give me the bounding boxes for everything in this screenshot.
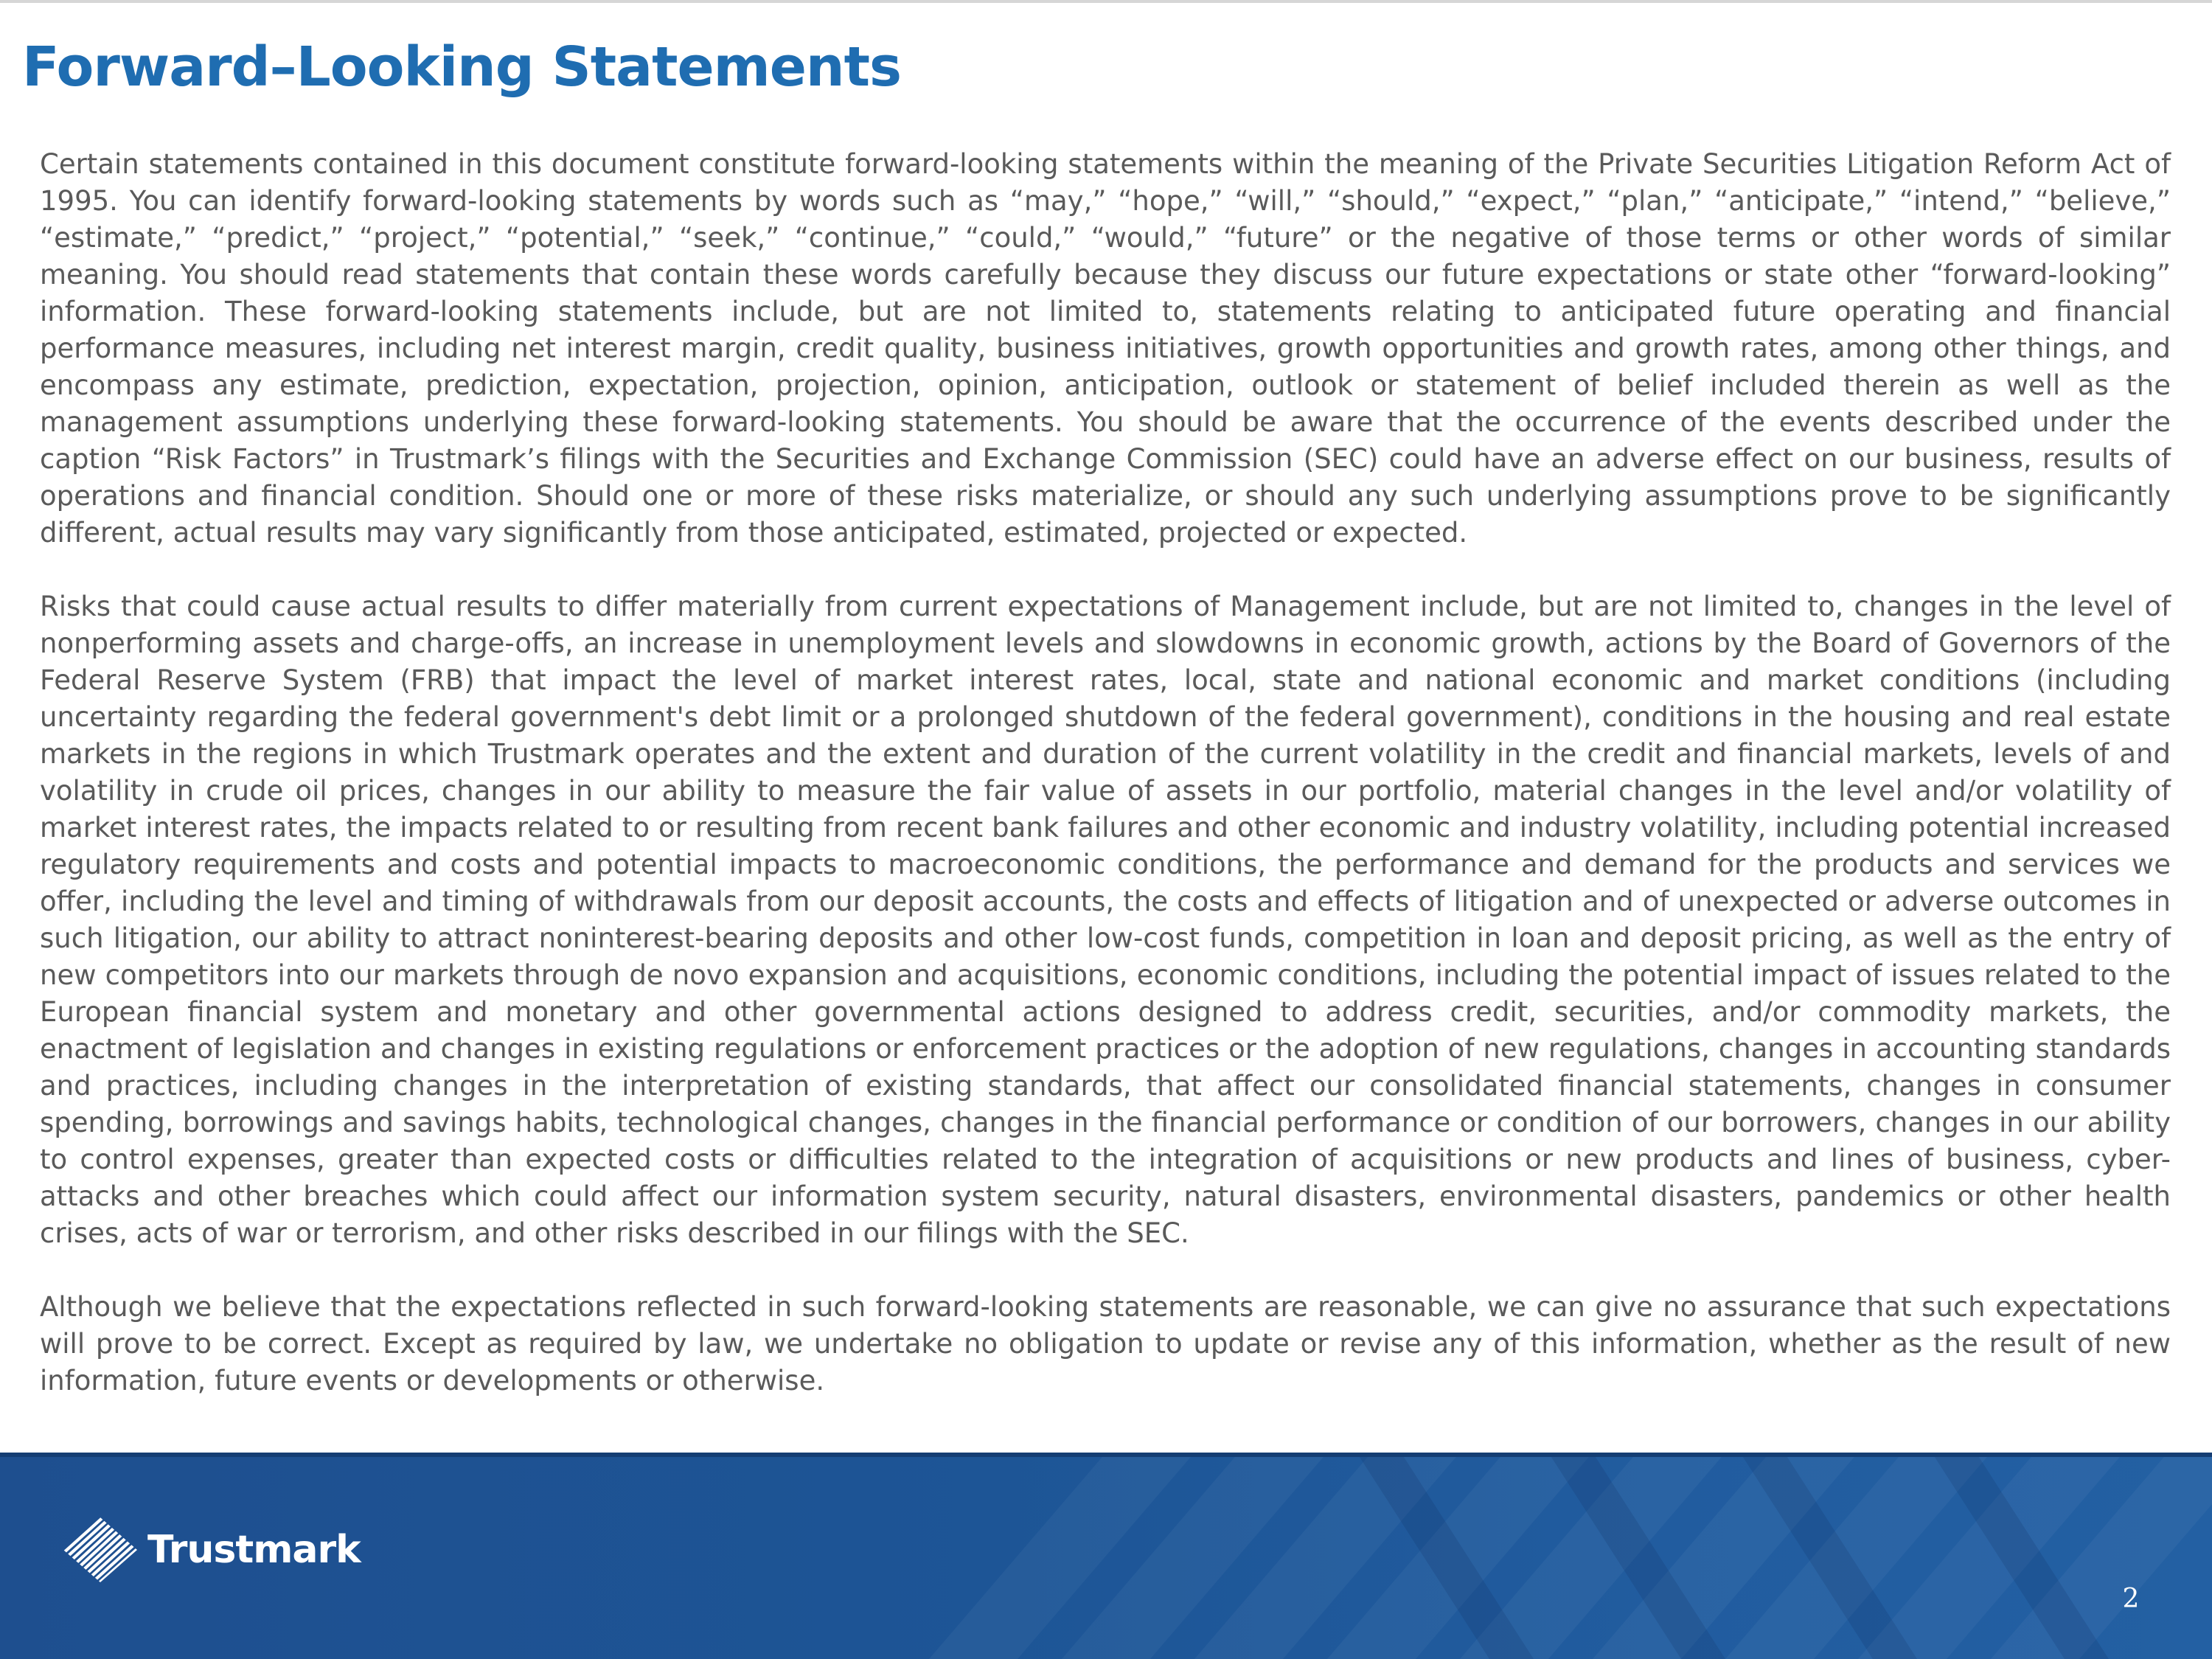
- footer-top-edge: [0, 1453, 2212, 1457]
- page-title: Forward–Looking Statements: [22, 35, 902, 99]
- logo-wordmark: Trustmark: [147, 1528, 361, 1572]
- paragraph-risk-factors: Risks that could cause actual results to differ materially from current expectations of Management include, but are not limited to, changes in the level of nonperforming assets and charge-offs, an increase in unemployment levels and slowdowns in economic growth, actions by the Board of Governors of the Federal Reserve System (FRB) that impact the level of market interest rates, local, state and national economic and market conditions (including uncertainty regarding the federal government's debt limit or a prolonged shutdown of the federal government), conditions in the housing and real estate markets in the regions in which Trustmark operates and the extent and duration of the current volatility in the credit and financial markets, levels of and volatility in crude oil prices, changes in our ability to measure the fair value of assets in our portfolio, material changes in the level and/or volatility of market interest rates, the impacts related to or resulting from recent bank failures and other economic and industry volatility, including potential increased regulatory requirements and costs and potential impacts to macroeconomic conditions, the performance and demand for the products and services we offer, including the level and timing of withdrawals from our deposit accounts, the costs and effects of litigation and of unexpected or adverse outcomes in such litigation, our ability to attract noninterest-bearing deposits and other low-cost funds, competition in loan and deposit pricing, as well as the entry of new competitors into our markets through de novo expansion and acquisitions, economic conditions, including the potential impact of issues related to the European financial system and monetary and other governmental actions designed to address credit, securities, and/or commodity markets, the enactment of legislation and changes in existing regulations or enforcement practices or the adoption of new regulations, changes in accounting standards and practices, including changes in the interpretation of existing standards, that affect our consolidated financial statements, changes in consumer spending, borrowings and savings habits, technological changes, changes in the financial performance or condition of our borrowers, changes in our ability to control expenses, greater than expected costs or difficulties related to the integration of acquisitions or new products and lines of business, cyber-attacks and other breaches which could affect our information system security, natural disasters, environmental disasters, pandemics or other health crises, acts of war or terrorism, and other risks described in our filings with the SEC.: [40, 591, 2171, 1249]
- trustmark-logo: [62, 1516, 361, 1584]
- footer-band: [0, 1453, 2212, 1659]
- trustmark-logo-icon: [62, 1516, 139, 1584]
- page-number: 2: [2122, 1584, 2140, 1614]
- paragraph-no-assurance: Although we believe that the expectations reflected in such forward-looking statements are reasonable, we can give no assurance that such expectations will prove to be correct. Except as required by law, we undertake no obligation to update or revise any of this information, whether as the result of new information, future events or developments or otherwise.: [40, 1291, 2171, 1397]
- paragraph-forward-looking-definition: Certain statements contained in this document constitute forward-looking statements within the meaning of the Private Securities Litigation Reform Act of 1995. You can identify forward-looking statements by words such as “may,” “hope,” “will,” “should,” “expect,” “plan,” “anticipate,” “intend,” “believe,” “estimate,” “predict,” “project,” “potential,” “seek,” “continue,” “could,” “would,” “future” or the negative of those terms or other words of similar meaning. You should read statements that contain these words carefully because they discuss our future expectations or state other “forward-looking” information. These forward-looking statements include, but are not limited to, statements relating to anticipated future operating and financial performance measures, including net interest margin, credit quality, business initiatives, growth opportunities and growth rates, among other things, and encompass any estimate, prediction, expectation, projection, opinion, anticipation, outlook or statement of belief included therein as well as the management assumptions underlying these forward-looking statements. You should be aware that the occurrence of the events described under the caption “Risk Factors” in Trustmark’s filings with the Securities and Exchange Commission (SEC) could have an adverse effect on our business, results of operations and financial condition. Should one or more of these risks materialize, or should any such underlying assumptions prove to be significantly different, actual results may vary significantly from those anticipated, estimated, projected or expected.: [40, 148, 2171, 549]
- disclaimer-body: [40, 146, 2171, 1436]
- top-divider: [0, 0, 2212, 3]
